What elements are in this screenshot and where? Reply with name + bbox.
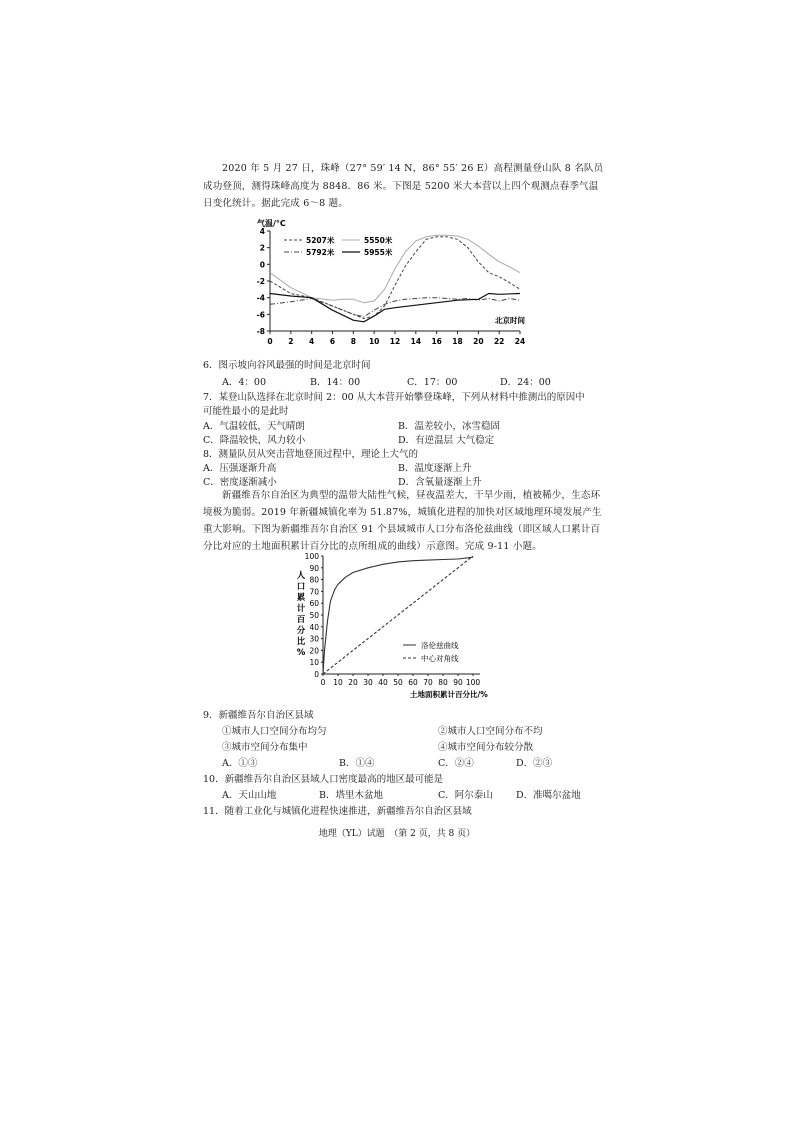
q10-option-d[interactable]: D．准噶尔盆地 xyxy=(516,790,581,801)
intro-paragraph-2: 新疆维吾尔自治区为典型的温带大陆性气候，昼夜温差大，干旱少雨，植被稀少，生态环境极为脆弱。2019 年新疆城镇化率为 51.87%，城镇化进程的加快对区域地理环境发展产生重大影响。下图为新疆维吾尔自治区 91 个县域城市人口分布洛伦兹曲线（即区域人口累计百分比对应的土地面积累计百分比的点所组成的曲线）示意图。完成 9-11 小题。 xyxy=(203,490,602,552)
legend-label-5207: 5207米 xyxy=(306,236,335,245)
chart2-ytick-label: 0 xyxy=(314,670,319,679)
chart1-ytick-label: 2 xyxy=(259,243,265,253)
q9-item-3: ③城市空间分布集中 xyxy=(222,742,308,753)
chart2-ytick-label: 30 xyxy=(309,634,319,644)
chart1-ylabel: 气温/°C xyxy=(257,219,286,228)
q8-stem: 8．测量队员从突击营地登顶过程中，理论上大气的 xyxy=(203,449,419,460)
q9-option-a[interactable]: A．①③ xyxy=(222,758,258,769)
q8-option-d[interactable]: D．含氧量逐渐上升 xyxy=(398,477,482,488)
q10-option-a[interactable]: A．天山山地 xyxy=(222,790,277,801)
chart2-ytick-label: 20 xyxy=(309,646,319,656)
chart1-ytick-label: -2 xyxy=(256,277,265,286)
chart2-xtick-label: 30 xyxy=(363,678,373,687)
q8-option-b[interactable]: B．温度逐渐上升 xyxy=(398,463,472,474)
legend-label-5792: 5792米 xyxy=(306,248,335,257)
q8-option-a[interactable]: A．压强逐渐升高 xyxy=(203,463,277,474)
chart2-ylabel-char: 百 xyxy=(296,615,306,625)
chart2-xtick-label: 80 xyxy=(438,678,448,687)
page-footer: 地理（YL）试题 （第 2 页，共 8 页） xyxy=(318,829,476,839)
q9-stem: 9．新疆维吾尔自治区县域 xyxy=(203,710,314,721)
chart2-xtick-label: 90 xyxy=(453,678,463,687)
chart1-xtick-label: 20 xyxy=(473,337,484,346)
legend-label-diagonal: 中心对角线 xyxy=(421,654,459,663)
chart2-ytick-label: 60 xyxy=(309,599,319,609)
chart1-xtick-label: 8 xyxy=(350,337,356,346)
chart2-xtick-label: 50 xyxy=(393,678,403,687)
chart2-ylabel-char: 分 xyxy=(296,626,306,636)
q6-option-b[interactable]: B．14：00 xyxy=(310,377,361,388)
q7-option-d[interactable]: D．有逆温层 大气稳定 xyxy=(398,435,495,446)
chart2-xtick-label: 10 xyxy=(333,678,343,687)
chart1-ytick-label: 0 xyxy=(259,260,265,270)
legend-label-5550: 5550米 xyxy=(364,236,393,245)
chart1-xtick-label: 24 xyxy=(514,337,526,346)
chart1-xtick-label: 0 xyxy=(267,337,273,346)
q7-stem-line2: 可能性最小的是此时 xyxy=(203,406,289,417)
chart1-ytick-label: -6 xyxy=(256,310,265,320)
q7-option-c[interactable]: C．降温较快，风力较小 xyxy=(203,435,306,446)
chart2-ylabel-char: 累 xyxy=(296,593,306,603)
legend-label-5955: 5955米 xyxy=(364,248,393,257)
q10-option-b[interactable]: B．塔里木盆地 xyxy=(319,790,383,801)
chart1-ytick-label: -4 xyxy=(256,293,265,303)
chart2-xtick-label: 100 xyxy=(465,678,481,687)
q10-option-c[interactable]: C．阿尔泰山 xyxy=(438,790,493,801)
chart2-ytick-label: 10 xyxy=(309,658,319,668)
chart2-ylabel-char: % xyxy=(296,648,306,658)
q9-item-4: ④城市空间分布较分散 xyxy=(438,742,534,753)
chart2-ylabel-char: 计 xyxy=(296,604,306,614)
chart1-xlabel: 北京时间 xyxy=(495,316,525,325)
chart2-xtick-label: 20 xyxy=(348,678,358,687)
chart2-xtick-label: 0 xyxy=(320,678,326,687)
chart2-ylabel-char: 人 xyxy=(296,571,306,581)
q8-option-c[interactable]: C．密度逐渐减小 xyxy=(203,477,277,488)
chart2-ytick-label: 40 xyxy=(309,622,319,632)
series-5955-line xyxy=(270,294,520,322)
chart2-ytick-label: 100 xyxy=(304,552,319,561)
chart1-xtick-label: 10 xyxy=(368,337,380,346)
chart1-xtick-label: 12 xyxy=(389,337,401,346)
q11-stem: 11．随着工业化与城镇化进程快速推进，新疆维吾尔自治区县域 xyxy=(203,806,472,817)
q9-option-d[interactable]: D．②③ xyxy=(516,758,553,769)
chart2-ytick-label: 50 xyxy=(309,611,319,620)
chart2-ytick-label: 90 xyxy=(309,563,319,573)
legend-label-lorenz: 洛伦兹曲线 xyxy=(421,641,459,650)
chart2-ylabel-char: 口 xyxy=(296,582,306,592)
series-5550-line xyxy=(270,235,520,303)
chart1-xtick-label: 14 xyxy=(410,337,422,346)
q9-item-1: ①城市人口空间分布均匀 xyxy=(222,726,327,737)
lorenz-curve-chart xyxy=(290,548,510,700)
q6-option-d[interactable]: D．24：00 xyxy=(500,377,551,388)
q7-option-a[interactable]: A．气温较低，天气晴朗 xyxy=(203,421,305,432)
chart1-xtick-label: 18 xyxy=(452,337,463,346)
q10-stem: 10．新疆维吾尔自治区县域人口密度最高的地区最可能是 xyxy=(203,774,444,785)
chart1-xtick-label: 16 xyxy=(431,337,442,346)
chart2-xtick-label: 70 xyxy=(423,678,433,687)
chart1-xtick-label: 4 xyxy=(309,337,315,346)
chart1-xtick-label: 22 xyxy=(493,337,505,346)
temperature-chart xyxy=(250,215,540,353)
chart1-xtick-label: 2 xyxy=(288,337,294,346)
chart1-xtick-label: 6 xyxy=(329,337,336,346)
q9-option-b[interactable]: B．①④ xyxy=(339,758,375,769)
chart1-ytick-label: -8 xyxy=(256,327,265,336)
q9-item-2: ②城市人口空间分布不均 xyxy=(438,726,543,737)
chart2-xlabel: 土地面积累计百分比/% xyxy=(410,690,488,699)
chart1-ytick-label: 4 xyxy=(259,227,265,236)
q6-option-a[interactable]: A．4：00 xyxy=(222,377,266,388)
intro-paragraph-1: 2020 年 5 月 27 日，珠峰（27° 59′ 14 N，86° 55′ 26 E）高程测量登山队 8 名队员成功登顶，测得珠峰高度为 8848．86 米。下图是 5200 米大本营以上四个观测点春季气温日变化统计。据此完成 6～8 题。 xyxy=(203,163,604,209)
chart2-ytick-label: 70 xyxy=(309,587,319,597)
chart2-xtick-label: 60 xyxy=(408,678,418,687)
chart2-xtick-label: 40 xyxy=(378,678,388,687)
q6-option-c[interactable]: C．17：00 xyxy=(407,377,458,388)
chart2-ylabel-char: 比 xyxy=(296,637,306,647)
q7-stem-line1: 7．某登山队选择在北京时间 2：00 从大本营开始攀登珠峰，下列从材料中推测出的原因中 xyxy=(203,392,585,403)
chart2-ytick-label: 80 xyxy=(309,575,319,585)
q6-stem: 6．图示坡向谷风最强的时间是北京时间 xyxy=(203,360,371,371)
q9-option-c[interactable]: C．②④ xyxy=(438,758,474,769)
q7-option-b[interactable]: B．温差较小，冰雪稳固 xyxy=(398,421,500,432)
